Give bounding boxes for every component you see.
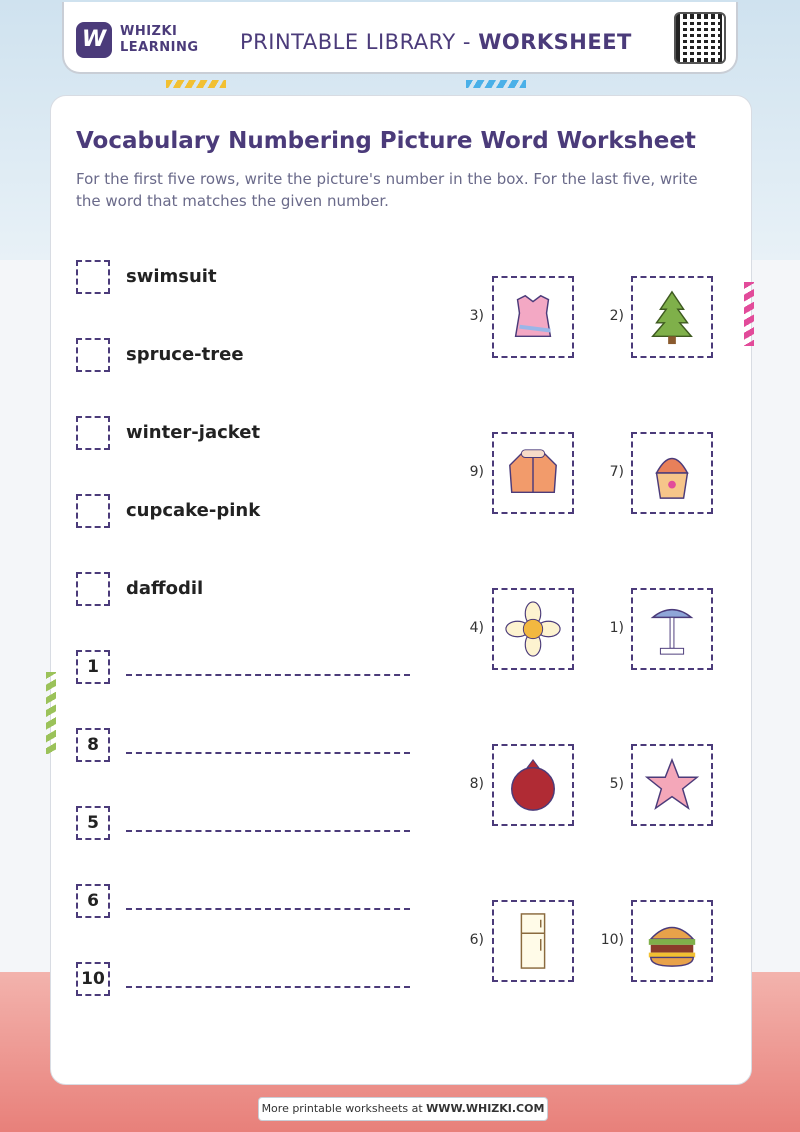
library-title [240,30,632,54]
picture-card [492,276,574,358]
picture-card [631,900,713,982]
starfish-icon [643,756,701,814]
brand-line1: WHIZKI [120,24,178,39]
cupcake-icon [643,444,701,502]
library-title-bold: WORKSHEET [478,30,632,54]
picture-label: 3) [469,308,484,324]
number-box: 8 [76,728,110,762]
lamp-icon [643,600,701,658]
green-stripes-decoration [46,672,56,754]
answer-line[interactable] [126,752,410,754]
hamburger-icon [643,912,701,970]
spruce-tree-icon [643,288,701,346]
word-label: spruce-tree [126,344,244,365]
library-title-prefix: PRINTABLE LIBRARY - [240,30,479,54]
number-box: 6 [76,884,110,918]
picture-card [631,744,713,826]
worksheet-title: Vocabulary Numbering Picture Word Worksheet [76,128,696,154]
footer-url: WWW.WHIZKI.COM [426,1102,545,1115]
yellow-stripes-decoration [166,80,226,88]
number-box: 10 [76,962,110,996]
daffodil-icon [504,600,562,658]
word-label: swimsuit [126,266,217,287]
footer-link[interactable] [258,1097,548,1121]
answer-box[interactable] [76,494,110,528]
picture-card [631,276,713,358]
answer-box[interactable] [76,260,110,294]
footer-text: More printable worksheets at [261,1102,427,1115]
picture-label: 10) [600,932,624,948]
picture-card [492,900,574,982]
number-box: 1 [76,650,110,684]
answer-line[interactable] [126,986,410,988]
refrigerator-icon [504,912,562,970]
picture-card [631,588,713,670]
picture-card [492,432,574,514]
brand-name[interactable] [120,24,199,56]
whizki-logo-icon[interactable]: W [76,22,112,58]
picture-label: 1) [609,620,624,636]
winter-jacket-icon [504,444,562,502]
word-label: cupcake-pink [126,500,261,521]
number-box: 5 [76,806,110,840]
answer-box[interactable] [76,572,110,606]
picture-label: 4) [469,620,484,636]
answer-box[interactable] [76,338,110,372]
blue-stripes-decoration [466,80,526,88]
worksheet-instructions: For the first five rows, write the picture's number in the box. For the last five, write the word that matches the given number. [76,170,698,210]
answer-line[interactable] [126,908,410,910]
qr-code-icon [674,12,726,64]
answer-line[interactable] [126,674,410,676]
picture-label: 5) [609,776,624,792]
pink-stripes-decoration [744,282,754,346]
picture-label: 9) [469,464,484,480]
answer-box[interactable] [76,416,110,450]
word-label: daffodil [126,578,204,599]
picture-card [492,744,574,826]
picture-label: 6) [469,932,484,948]
picture-label: 7) [609,464,624,480]
header-bar [62,2,738,74]
picture-label: 8) [469,776,484,792]
picture-label: 2) [609,308,624,324]
word-label: winter-jacket [126,422,261,443]
pomegranate-icon [504,756,562,814]
picture-card [492,588,574,670]
answer-line[interactable] [126,830,410,832]
swimsuit-icon [504,288,562,346]
picture-card [631,432,713,514]
brand-line2: LEARNING [120,40,199,55]
